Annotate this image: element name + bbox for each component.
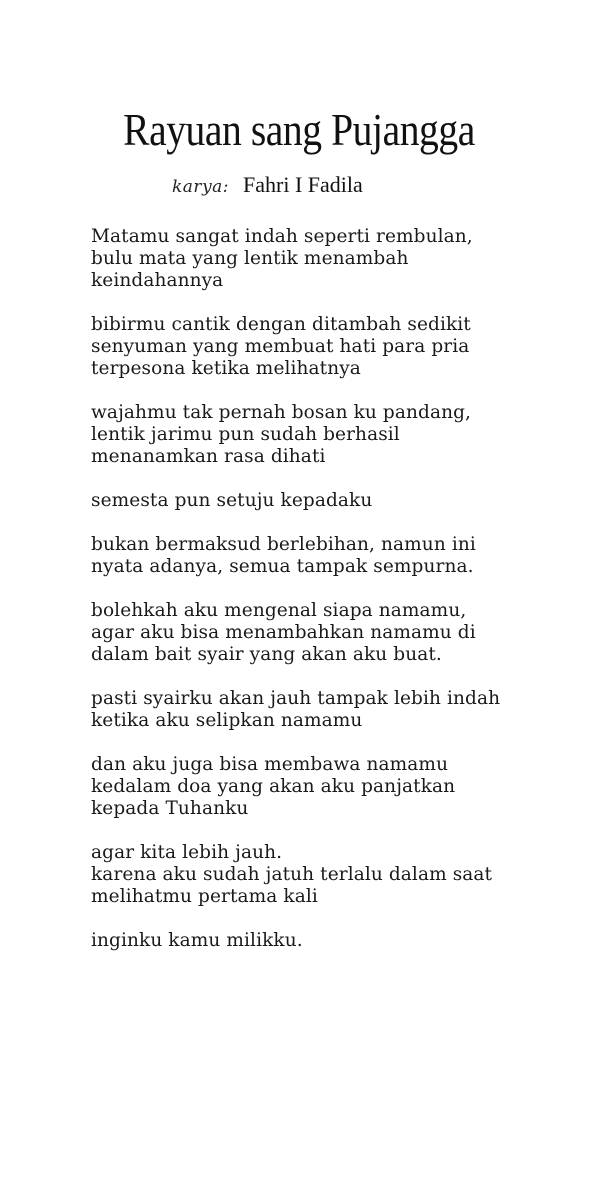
poem-line: dalam bait syair yang akan aku buat. bbox=[91, 644, 442, 665]
poem-line: pasti syairku akan jauh tampak lebih indah bbox=[91, 688, 501, 709]
poem-line: semesta pun setuju kepadaku bbox=[91, 490, 373, 511]
stanza bbox=[91, 600, 581, 666]
stanza bbox=[91, 226, 581, 292]
poem-line: dan aku juga bisa membawa namamu bbox=[91, 754, 449, 775]
poem-body bbox=[91, 226, 581, 974]
poem-line: Matamu sangat indah seperti rembulan, bbox=[91, 226, 473, 247]
poem-line: kepada Tuhanku bbox=[91, 798, 249, 819]
poem-line: keindahannya bbox=[91, 270, 224, 291]
poem-line: bukan bermaksud berlebihan, namun ini bbox=[91, 534, 476, 555]
stanza bbox=[91, 688, 581, 732]
poem-line: bibirmu cantik dengan ditambah sedikit bbox=[91, 314, 471, 335]
author-name: Fahri I Fadila bbox=[243, 172, 363, 197]
stanza bbox=[91, 402, 581, 468]
poem-line: karena aku sudah jatuh terlalu dalam saat bbox=[91, 864, 493, 885]
stanza bbox=[91, 754, 581, 820]
stanza bbox=[91, 534, 581, 578]
poem-line: bolehkah aku mengenal siapa namamu, bbox=[91, 600, 467, 621]
stanza bbox=[91, 842, 581, 908]
poem-line: lentik jarimu pun sudah berhasil bbox=[91, 424, 400, 445]
poem-line: inginku kamu milikku. bbox=[91, 930, 303, 951]
poem-line: bulu mata yang lentik menambah bbox=[91, 248, 409, 269]
poem-line: nyata adanya, semua tampak sempurna. bbox=[91, 556, 474, 577]
poem-line: ketika aku selipkan namamu bbox=[91, 710, 363, 731]
stanza bbox=[91, 930, 581, 952]
poem-line: senyuman yang membuat hati para pria bbox=[91, 336, 470, 357]
poem-line: agar aku bisa menambahkan namamu di bbox=[91, 622, 476, 643]
poem-line: melihatmu pertama kali bbox=[91, 886, 318, 907]
poem-line: kedalam doa yang akan aku panjatkan bbox=[91, 776, 456, 797]
poem-line: terpesona ketika melihatnya bbox=[91, 358, 361, 379]
poem-line: menanamkan rasa dihati bbox=[91, 446, 326, 467]
poem-line: wajahmu tak pernah bosan ku pandang, bbox=[91, 402, 472, 423]
poem-title: Rayuan sang Pujangga bbox=[123, 104, 475, 155]
poem-line: agar kita lebih jauh. bbox=[91, 842, 283, 863]
byline bbox=[172, 172, 363, 202]
stanza bbox=[91, 314, 581, 380]
byline-label: karya: bbox=[172, 177, 230, 197]
stanza bbox=[91, 490, 581, 512]
